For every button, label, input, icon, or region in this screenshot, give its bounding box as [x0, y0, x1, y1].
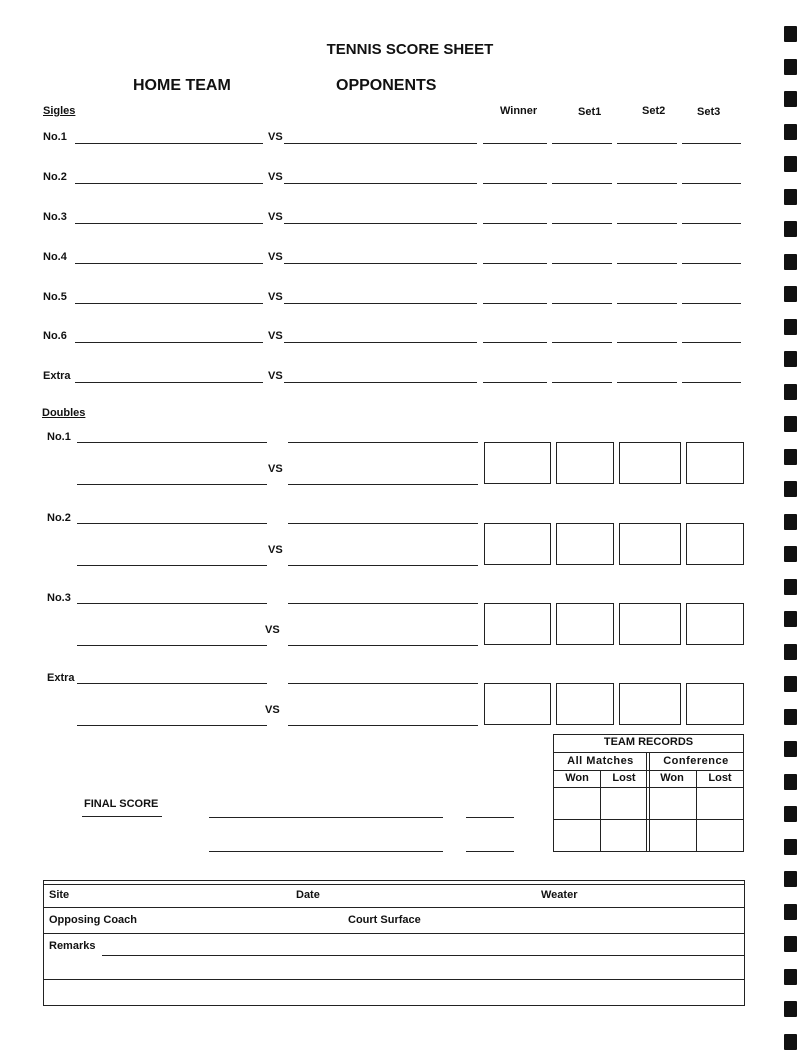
binder-hole	[784, 871, 797, 887]
vs-label: VS	[268, 211, 283, 223]
binder-hole	[784, 481, 797, 497]
opponent-player-line[interactable]	[284, 183, 477, 184]
remarks-line-1[interactable]	[102, 955, 744, 956]
opponent-player-line[interactable]	[284, 223, 477, 224]
vs-label: VS	[268, 171, 283, 183]
set2-column-header: Set2	[642, 105, 666, 117]
binder-hole	[784, 254, 797, 270]
vs-label: VS	[265, 704, 280, 716]
set2-line[interactable]	[617, 382, 677, 383]
set1-column-header: Set1	[578, 106, 602, 118]
vs-label: VS	[268, 131, 283, 143]
team-records-title: TEAM RECORDS	[603, 736, 694, 748]
opponent-player-line[interactable]	[284, 143, 477, 144]
binder-hole	[784, 806, 797, 822]
singles-row-label: No.4	[43, 251, 67, 263]
home-player2-line[interactable]	[77, 725, 267, 726]
set2-box[interactable]	[619, 523, 681, 565]
home-player-line[interactable]	[75, 143, 263, 144]
singles-row-label: No.1	[43, 131, 67, 143]
home-player-line[interactable]	[75, 303, 263, 304]
final-score-line-home-total[interactable]	[466, 817, 514, 818]
set2-line[interactable]	[617, 223, 677, 224]
set1-box[interactable]	[556, 683, 614, 725]
set3-line[interactable]	[682, 263, 741, 264]
winner-box[interactable]	[484, 442, 551, 484]
set3-line[interactable]	[682, 183, 741, 184]
set2-line[interactable]	[617, 342, 677, 343]
final-score-line-home[interactable]	[209, 817, 443, 818]
doubles-heading: Doubles	[42, 407, 86, 419]
home-player1-line[interactable]	[77, 683, 267, 684]
set2-line[interactable]	[617, 263, 677, 264]
binder-hole	[784, 221, 797, 237]
binder-hole	[784, 384, 797, 400]
set1-line[interactable]	[552, 223, 612, 224]
home-player-line[interactable]	[75, 342, 263, 343]
vs-label: VS	[268, 463, 283, 475]
binder-hole	[784, 514, 797, 530]
binder-hole	[784, 59, 797, 75]
winner-line[interactable]	[483, 143, 547, 144]
singles-row-label: No.3	[43, 211, 67, 223]
set3-line[interactable]	[682, 143, 741, 144]
opponent-player-line[interactable]	[284, 303, 477, 304]
home-player1-line[interactable]	[77, 442, 267, 443]
binder-hole	[784, 611, 797, 627]
vs-label: VS	[268, 251, 283, 263]
opponent-player-line[interactable]	[284, 263, 477, 264]
set3-box[interactable]	[686, 603, 744, 645]
opponent-player-line[interactable]	[284, 342, 477, 343]
set1-line[interactable]	[552, 143, 612, 144]
home-player-line[interactable]	[75, 263, 263, 264]
vs-label: VS	[268, 370, 283, 382]
opponent-player1-line[interactable]	[288, 442, 478, 443]
doubles-row-label: No.3	[47, 592, 71, 604]
conference-lost-header: Lost	[708, 772, 732, 784]
binder-hole	[784, 351, 797, 367]
home-player-line[interactable]	[75, 223, 263, 224]
set3-box[interactable]	[686, 442, 744, 484]
binder-hole	[784, 26, 797, 42]
home-team-label: HOME TEAM	[133, 77, 231, 94]
binder-hole	[784, 774, 797, 790]
set1-line[interactable]	[552, 183, 612, 184]
set1-line[interactable]	[552, 382, 612, 383]
set3-column-header: Set3	[697, 106, 721, 118]
home-player2-line[interactable]	[77, 484, 267, 485]
final-score-label: FINAL SCORE	[84, 798, 159, 810]
doubles-row-label: No.1	[47, 431, 71, 443]
binder-hole	[784, 969, 797, 985]
winner-line[interactable]	[483, 223, 547, 224]
match-info-box	[43, 880, 745, 1006]
singles-row-label: Extra	[43, 370, 71, 382]
opponent-player1-line[interactable]	[288, 603, 478, 604]
all-matches-header: All Matches	[567, 755, 634, 767]
home-player2-line[interactable]	[77, 645, 267, 646]
binder-hole	[784, 124, 797, 140]
set3-line[interactable]	[682, 223, 741, 224]
binder-hole	[784, 904, 797, 920]
opponent-player1-line[interactable]	[288, 523, 478, 524]
doubles-row-label: No.2	[47, 512, 71, 524]
binder-hole	[784, 709, 797, 725]
winner-box[interactable]	[484, 523, 551, 565]
set2-line[interactable]	[617, 183, 677, 184]
binder-hole	[784, 676, 797, 692]
binder-hole	[784, 839, 797, 855]
binder-hole	[784, 91, 797, 107]
remarks-label: Remarks	[49, 940, 96, 952]
binder-hole	[784, 1034, 797, 1050]
binder-hole	[784, 644, 797, 660]
doubles-row-label: Extra	[47, 672, 75, 684]
set2-line[interactable]	[617, 143, 677, 144]
opponent-player2-line[interactable]	[288, 645, 478, 646]
opponent-player2-line[interactable]	[288, 565, 478, 566]
final-score-line-opponent-total[interactable]	[466, 851, 514, 852]
set2-box[interactable]	[619, 683, 681, 725]
winner-line[interactable]	[483, 183, 547, 184]
binder-hole	[784, 156, 797, 172]
home-player1-line[interactable]	[77, 523, 267, 524]
set1-box[interactable]	[556, 442, 614, 484]
weather-label: Weater	[541, 889, 578, 901]
set3-line[interactable]	[682, 382, 741, 383]
set3-line[interactable]	[682, 342, 741, 343]
winner-line[interactable]	[483, 382, 547, 383]
vs-label: VS	[268, 330, 283, 342]
all-matches-won-header: Won	[565, 772, 589, 784]
set1-line[interactable]	[552, 263, 612, 264]
opponents-label: OPPONENTS	[336, 77, 437, 94]
binder-hole	[784, 286, 797, 302]
vs-label: VS	[268, 291, 283, 303]
set1-line[interactable]	[552, 303, 612, 304]
binder-hole	[784, 319, 797, 335]
set2-box[interactable]	[619, 603, 681, 645]
binder-hole	[784, 416, 797, 432]
binder-hole	[784, 741, 797, 757]
vs-label: VS	[265, 624, 280, 636]
singles-row-label: No.5	[43, 291, 67, 303]
team-records-table	[553, 734, 744, 852]
home-player1-line[interactable]	[77, 603, 267, 604]
binder-hole	[784, 579, 797, 595]
singles-row-label: No.2	[43, 171, 67, 183]
date-label: Date	[296, 889, 320, 901]
winner-box[interactable]	[484, 603, 551, 645]
set3-box[interactable]	[686, 683, 744, 725]
binder-hole	[784, 189, 797, 205]
winner-line[interactable]	[483, 342, 547, 343]
opponent-player1-line[interactable]	[288, 683, 478, 684]
vs-label: VS	[268, 544, 283, 556]
home-player-line[interactable]	[75, 382, 263, 383]
opposing-coach-label: Opposing Coach	[49, 914, 137, 926]
binder-hole	[784, 936, 797, 952]
site-label: Site	[49, 889, 70, 901]
winner-line[interactable]	[483, 303, 547, 304]
winner-line[interactable]	[483, 263, 547, 264]
set3-line[interactable]	[682, 303, 741, 304]
set1-box[interactable]	[556, 603, 614, 645]
all-matches-lost-header: Lost	[612, 772, 636, 784]
binder-hole	[784, 546, 797, 562]
page-title: TENNIS SCORE SHEET	[326, 41, 494, 58]
set2-box[interactable]	[619, 442, 681, 484]
conference-won-header: Won	[660, 772, 684, 784]
winner-box[interactable]	[484, 683, 551, 725]
singles-row-label: No.6	[43, 330, 67, 342]
binder-hole	[784, 449, 797, 465]
opponent-player2-line[interactable]	[288, 725, 478, 726]
final-score-line-opponent[interactable]	[209, 851, 443, 852]
home-player2-line[interactable]	[77, 565, 267, 566]
conference-header: Conference	[663, 755, 729, 767]
winner-column-header: Winner	[500, 105, 538, 117]
opponent-player-line[interactable]	[284, 382, 477, 383]
singles-heading: Sigles	[43, 105, 76, 117]
court-surface-label: Court Surface	[348, 914, 421, 926]
binder-hole	[784, 1001, 797, 1017]
opponent-player2-line[interactable]	[288, 484, 478, 485]
home-player-line[interactable]	[75, 183, 263, 184]
set2-line[interactable]	[617, 303, 677, 304]
remarks-line-2[interactable]	[44, 979, 744, 980]
set1-box[interactable]	[556, 523, 614, 565]
set3-box[interactable]	[686, 523, 744, 565]
set1-line[interactable]	[552, 342, 612, 343]
